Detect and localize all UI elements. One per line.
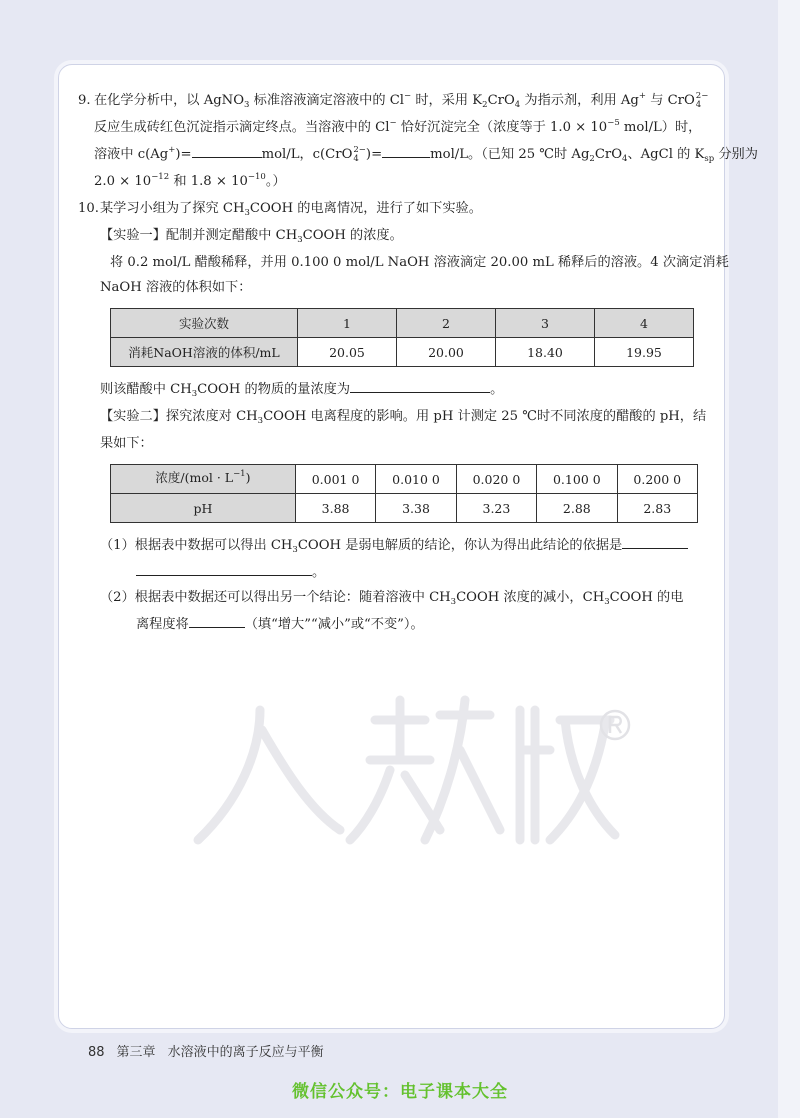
answer-blank[interactable] [189,613,245,628]
answer-blank[interactable] [622,534,688,549]
titration-table [110,308,694,367]
page-edge [778,0,800,1118]
q9-line-1: 9. 在化学分析中，以 AgNO$_3$ 标准溶液滴定溶液中的 Cl− 时，采用 $K_2CrO_4$ 为指示剂，利用 Ag+ 与 CrO 2− 4 [78,88,698,115]
watermark-logo [190,690,630,850]
answer-blank[interactable] [350,378,490,393]
chapter-title: 水溶液中的离子反应与平衡 [167,1045,324,1060]
experiment-2-text-2: 果如下： [100,436,153,451]
answer-blank[interactable] [192,143,262,158]
part-2-line-1: （2）根据表中数据还可以得出另一个结论：随着溶液中 $CH_3COOH$ 浓度的减小，$CH_3COOH$ 的电 [100,590,684,607]
q10-number: 10. [78,201,99,216]
experiment-1-text-1: 将 0.2 mol/L 醋酸稀释，并用 0.100 0 mol/L NaOH 溶液滴定 20.00 mL 稀释后的溶液。4 次滴定消耗 [110,255,729,270]
registered-mark [598,708,632,742]
experiment-1-heading: 【实验一】配制并测定醋酸中 $CH_3COOH$ 的浓度。 [100,228,403,245]
ph-table [110,464,698,523]
page-footer [88,1041,324,1060]
q9-line-4: $2.0 \times 10^{-12}$ 和 $1.8 \times 10^{-10}$。） [94,172,286,189]
table-row: 浓度$/(mol \cdot L^{-1})$ 0.001 0 0.010 0 0.020 0 0.100 0 0.200 0 [111,465,698,494]
table-row: 消耗NaOH溶液的体积/mL 20.05 20.00 18.40 19.95 [111,338,694,367]
part-2-line-2: 离程度将 （填“增大”“减小”或“不变”）。 [78,612,698,637]
q9-line-3: 溶液中 c(Ag+)= mol/L，c(CrO 2− 4 )= mol/L。（已知 25 ℃时 $Ag_2CrO_4$、AgCl 的 $K_{sp}$ 分别为 [94,144,758,164]
exercise-content [78,88,758,637]
wechat-caption: 微信公众号：电子课本大全 [292,1082,508,1102]
q9-line-2: 反应生成砖红色沉淀指示滴定终点。当溶液中的 Cl− 恰好沉淀完全（浓度等于 $1.0 \times 10^{-5}$ mol/L）时， [94,118,702,135]
q10-intro: 10.某学习小组为了探究 $CH_3COOH$ 的电离情况，进行了如下实验。 [78,196,698,223]
answer-blank[interactable] [382,143,430,158]
answer-blank[interactable] [136,561,312,576]
result-1: 则该醋酸中 $CH_3COOH$ 的物质的量浓度为 。 [78,377,698,404]
table-row: 实验次数 1 2 3 4 [111,309,694,338]
experiment-1-text-2: NaOH 溶液的体积如下： [100,280,252,295]
chapter-label: 第三章 [116,1045,156,1060]
q9-number: 9. [78,93,91,108]
page-number: 88 [88,1045,105,1060]
part-1-line-2: 。 [78,560,698,585]
part-1-line-1: （1）根据表中数据可以得出 $CH_3COOH$ 是弱电解质的结论，你认为得出此结论的依据是 [78,533,698,560]
table-row: pH 3.88 3.38 3.23 2.88 2.83 [111,494,698,523]
experiment-2-heading: 【实验二】探究浓度对 $CH_3COOH$ 电离程度的影响。用 pH 计测定 25 ℃时不同浓度的醋酸的 pH，结 [100,409,707,426]
